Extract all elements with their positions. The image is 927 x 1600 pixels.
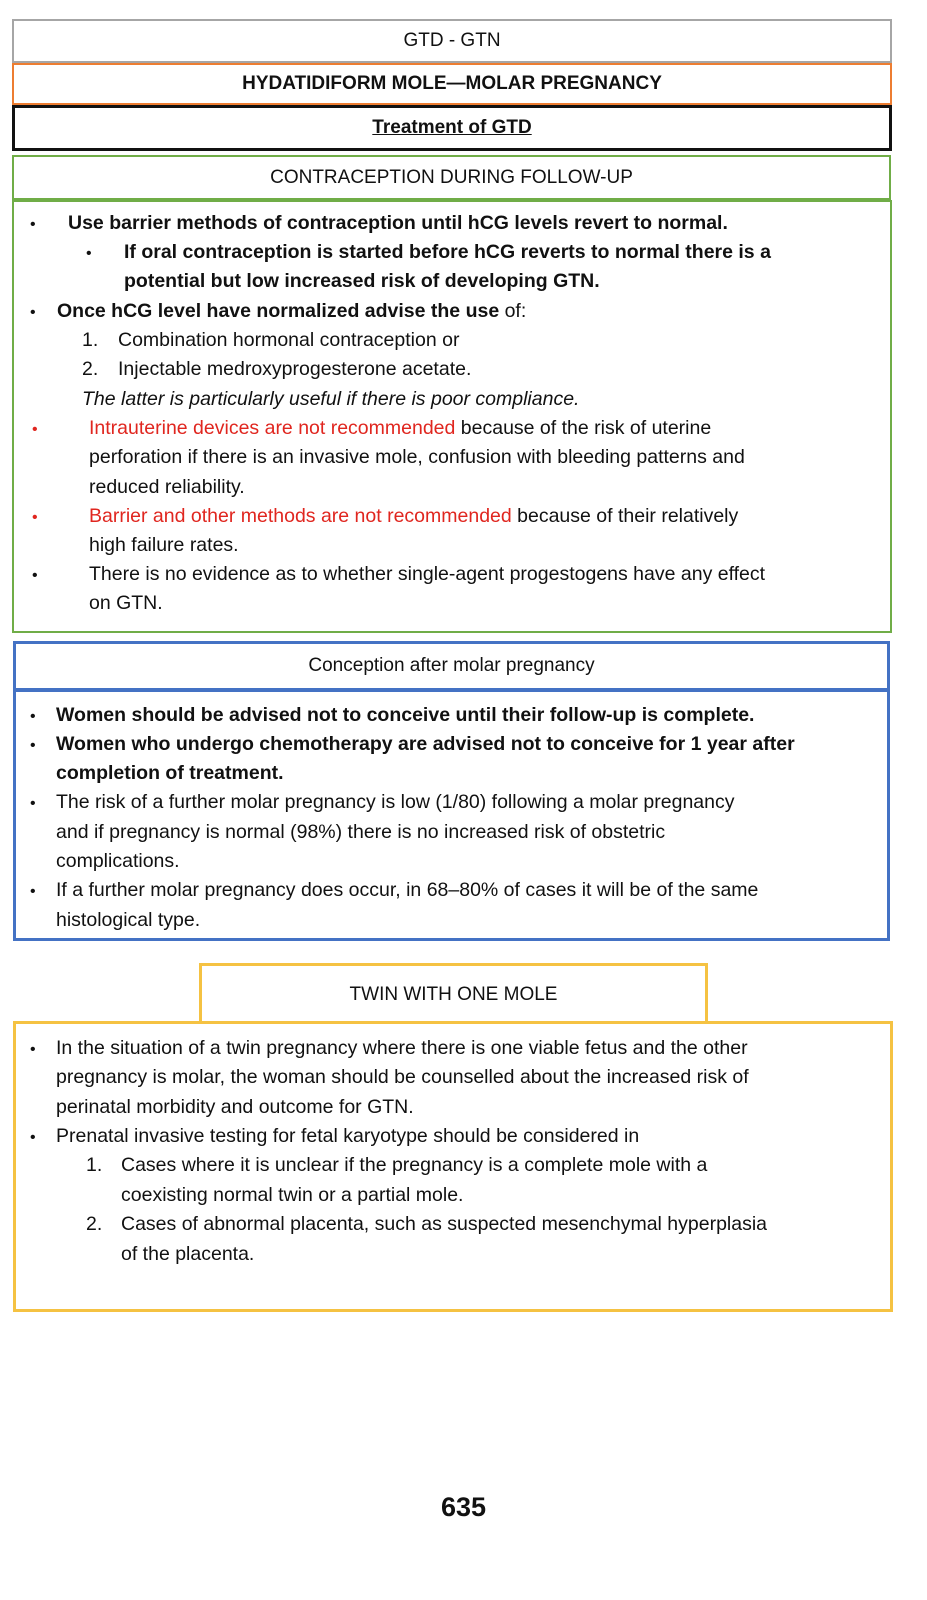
document-title: GTD - GTN xyxy=(403,30,501,51)
twin-item-1-line3: perinatal morbidity and outcome for GTN. xyxy=(56,1096,414,1118)
bullet-icon: • xyxy=(30,737,36,754)
contraception-heading: CONTRACEPTION DURING FOLLOW-UP xyxy=(270,166,633,188)
section-title-box xyxy=(12,105,892,151)
bullet-icon: • xyxy=(86,245,92,262)
contraception-item-2: Once hCG level have normalized advise the use of: xyxy=(57,300,527,322)
bullet-icon: • xyxy=(30,1129,36,1146)
conception-item-2-line2: completion of treatment. xyxy=(56,762,284,784)
twin-body xyxy=(13,1021,893,1312)
conception-item-3-line2: and if pregnancy is normal (98%) there is no increased risk of obstetric xyxy=(56,821,666,843)
bullet-icon: • xyxy=(30,216,36,233)
page-number: 635 xyxy=(440,1492,487,1522)
bullet-icon: • xyxy=(30,795,36,812)
iud-warning-line3: reduced reliability. xyxy=(89,476,245,498)
list-number: 2. xyxy=(82,358,99,380)
barrier-warning-line1: Barrier and other methods are not recommended because of their relatively xyxy=(89,505,739,527)
contraception-subitem-line1: If oral contraception is started before hCG reverts to normal there is a xyxy=(124,241,771,263)
bullet-icon: • xyxy=(32,567,38,584)
bullet-icon: • xyxy=(32,509,38,526)
conception-item-2-line1: Women who undergo chemotherapy are advised not to conceive for 1 year after xyxy=(56,733,795,755)
document-subtitle: HYDATIDIFORM MOLE—MOLAR PREGNANCY xyxy=(242,73,662,94)
conception-item-3-line3: complications. xyxy=(56,850,180,872)
conception-heading-box xyxy=(13,641,890,691)
twin-case-2-line1: Cases of abnormal placenta, such as suspected mesenchymal hyperplasia xyxy=(121,1213,768,1235)
contraception-option-2: Injectable medroxyprogesterone acetate. xyxy=(118,358,472,380)
conception-heading: Conception after molar pregnancy xyxy=(308,655,595,676)
section-title: Treatment of GTD xyxy=(372,117,532,138)
contraception-subitem-line2: potential but low increased risk of developing GTN. xyxy=(124,270,600,292)
contraception-note: The latter is particularly useful if there is poor compliance. xyxy=(82,388,580,410)
conception-item-4-line1: If a further molar pregnancy does occur, in 68–80% of cases it will be of the same xyxy=(56,879,759,901)
iud-warning-line2: perforation if there is an invasive mole, confusion with bleeding patterns and xyxy=(89,446,745,468)
bullet-icon: • xyxy=(30,883,36,900)
bullet-icon: • xyxy=(30,304,36,321)
conception-body xyxy=(13,690,890,941)
bullet-icon: • xyxy=(30,708,36,725)
twin-heading: TWIN WITH ONE MOLE xyxy=(349,983,558,1005)
progestogen-note-line1: There is no evidence as to whether single-agent progestogens have any effect xyxy=(89,563,766,585)
twin-item-1-line1: In the situation of a twin pregnancy where there is one viable fetus and the other xyxy=(56,1037,748,1059)
twin-heading-box xyxy=(199,963,708,1023)
contraception-option-1: Combination hormonal contraception or xyxy=(118,329,460,351)
subtitle-box xyxy=(12,63,892,105)
contraception-heading-box xyxy=(12,155,891,200)
twin-case-1-line1: Cases where it is unclear if the pregnancy is a complete mole with a xyxy=(121,1154,708,1176)
barrier-warning-line2: high failure rates. xyxy=(89,534,239,556)
twin-case-1-line2: coexisting normal twin or a partial mole. xyxy=(121,1184,464,1206)
bullet-icon: • xyxy=(32,421,38,438)
twin-item-2: Prenatal invasive testing for fetal karyotype should be considered in xyxy=(56,1125,640,1147)
list-number: 1. xyxy=(82,329,99,351)
list-number: 1. xyxy=(86,1154,103,1176)
document-title-box xyxy=(12,19,892,63)
iud-warning-line1: Intrauterine devices are not recommended because of the risk of uterine xyxy=(89,417,712,439)
conception-item-4-line2: histological type. xyxy=(56,909,201,931)
conception-item-1: Women should be advised not to conceive until their follow-up is complete. xyxy=(56,704,755,726)
list-number: 2. xyxy=(86,1213,103,1235)
twin-item-1-line2: pregnancy is molar, the woman should be counselled about the increased risk of xyxy=(56,1066,749,1088)
twin-case-2-line2: of the placenta. xyxy=(121,1243,255,1265)
conception-item-3-line1: The risk of a further molar pregnancy is low (1/80) following a molar pregnancy xyxy=(56,791,735,813)
contraception-body xyxy=(12,200,892,633)
progestogen-note-line2: on GTN. xyxy=(89,592,163,614)
bullet-icon: • xyxy=(30,1041,36,1058)
contraception-item-1: Use barrier methods of contraception until hCG levels revert to normal. xyxy=(68,212,728,234)
